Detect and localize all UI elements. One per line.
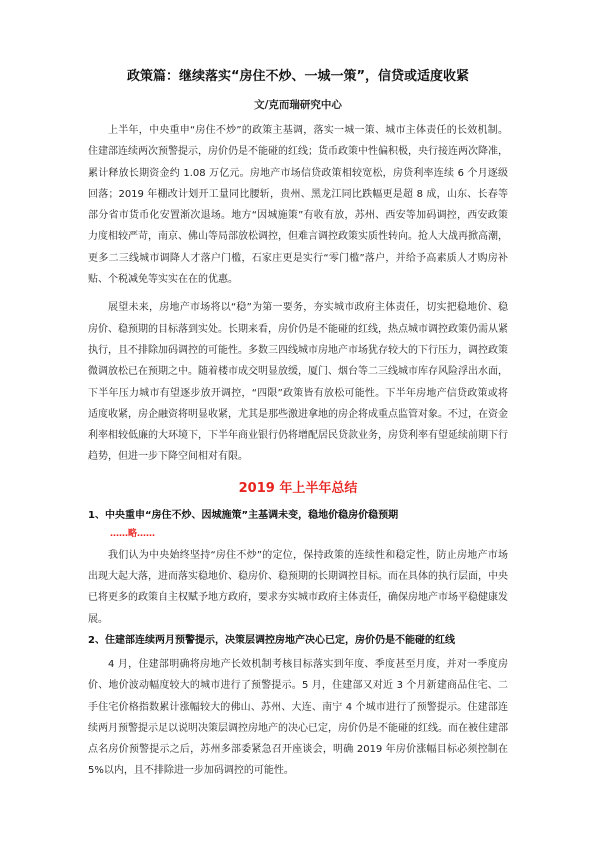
- subsection-heading-2: 2、住建部连续两月预警提示，决策层调控房地产决心已定，房价仍是不能碰的红线: [88, 634, 455, 646]
- omission-marker: ……略……: [110, 528, 156, 539]
- subsection-paragraph-2: 4 月，住建部明确将房地产长效机制考核目标落实到年度、季度甚至月度，并对一季度房价、地价波动幅度较大的城市进行了预警提示。5 月，住建部又对近 3 个月新建商品住宅、二手住宅价格指数累计涨幅较大的佛山、苏州、大连、南宁 4 个城市进行了预警提示。住建部连续两月预警提示足以说明决策层调控房地产的决心已定，房价仍是不能碰的红线。而在被住建部点名房价预警提示之后，苏州多部委紧急召开座谈会，明确 2019 年房价涨幅目标必须控制在 5%以内，且不排除进一步加码调控的可能性。: [88, 658, 508, 777]
- subsection-heading-1: 1、中央重申“房住不炒、因城施策”主基调未变，稳地价稳房价稳预期: [88, 509, 399, 521]
- section-title: 2019 年上半年总结: [238, 480, 358, 496]
- author-line: 文/克而瑞研究中心: [254, 99, 342, 111]
- intro-paragraph-1: 上半年，中央重申“房住不炒”的政策主基调，落实一城一策、城市主体责任的长效机制。住建部连续两次预警提示，房价仍是不能碰的红线；货币政策中性偏积极，央行接连两次降准，累计释放长期资金约 1.08 万亿元。房地产市场信贷政策相较宽松，房贷利率连续 6 个月逐级回落；2019 年棚改计划开工量同比腰斩，贵州、黑龙江同比跌幅更是超 8 成，山东、长春等部分省市货币化安置渐次退场。地方“因城施策”有收有放，苏州、西安等加码调控，西安政策力度相较严苛，南京、佛山等局部放松调控，但难言调控政策实质性转向。抢人大战再掀高潮，更多二三线城市调降人才落户门槛，石家庄更是实行“零门槛”落户，并给予高素质人才购房补贴、个税减免等实实在在的优惠。: [88, 125, 508, 286]
- intro-paragraph-2: 展望未来，房地产市场将以“稳”为第一要务，夯实城市政府主体责任，切实把稳地价、稳房价、稳预期的目标落到实处。长期来看，房价仍是不能碰的红线，热点城市调控政策仍需从紧执行，且不排除加码调控的可能性。多数三四线城市房地产市场犹存较大的下行压力，调控政策微调放松已在预期之中。随着楼市成交明显放缓，厦门、烟台等二三线城市库存风险浮出水面，下半年压力城市有望逐步放开调控，“四限”政策皆有放松可能性。下半年房地产信贷政策或将适度收紧，房企融资将明显收紧，尤其是那些激进拿地的房企将成重点监管对象。不过，在资金利率相较低廉的大环境下，下半年商业银行仍将增配居民贷款业务，房贷利率有望延续前期下行趋势，但进一步下降空间相对有限。: [88, 302, 508, 463]
- document-title: 政策篇：继续落实“房住不炒、一城一策”，信贷或适度收紧: [126, 69, 470, 84]
- subsection-paragraph-1: 我们认为中央始终坚持“房住不炒”的定位，保持政策的连续性和稳定性，防止房地产市场出现大起大落，进而落实稳地价、稳房价、稳预期的长期调控目标。而在具体的执行层面，中央已将更多的政策自主权赋予地方政府，要求夯实城市政府主体责任，确保房地产市场平稳健康发展。: [88, 549, 508, 625]
